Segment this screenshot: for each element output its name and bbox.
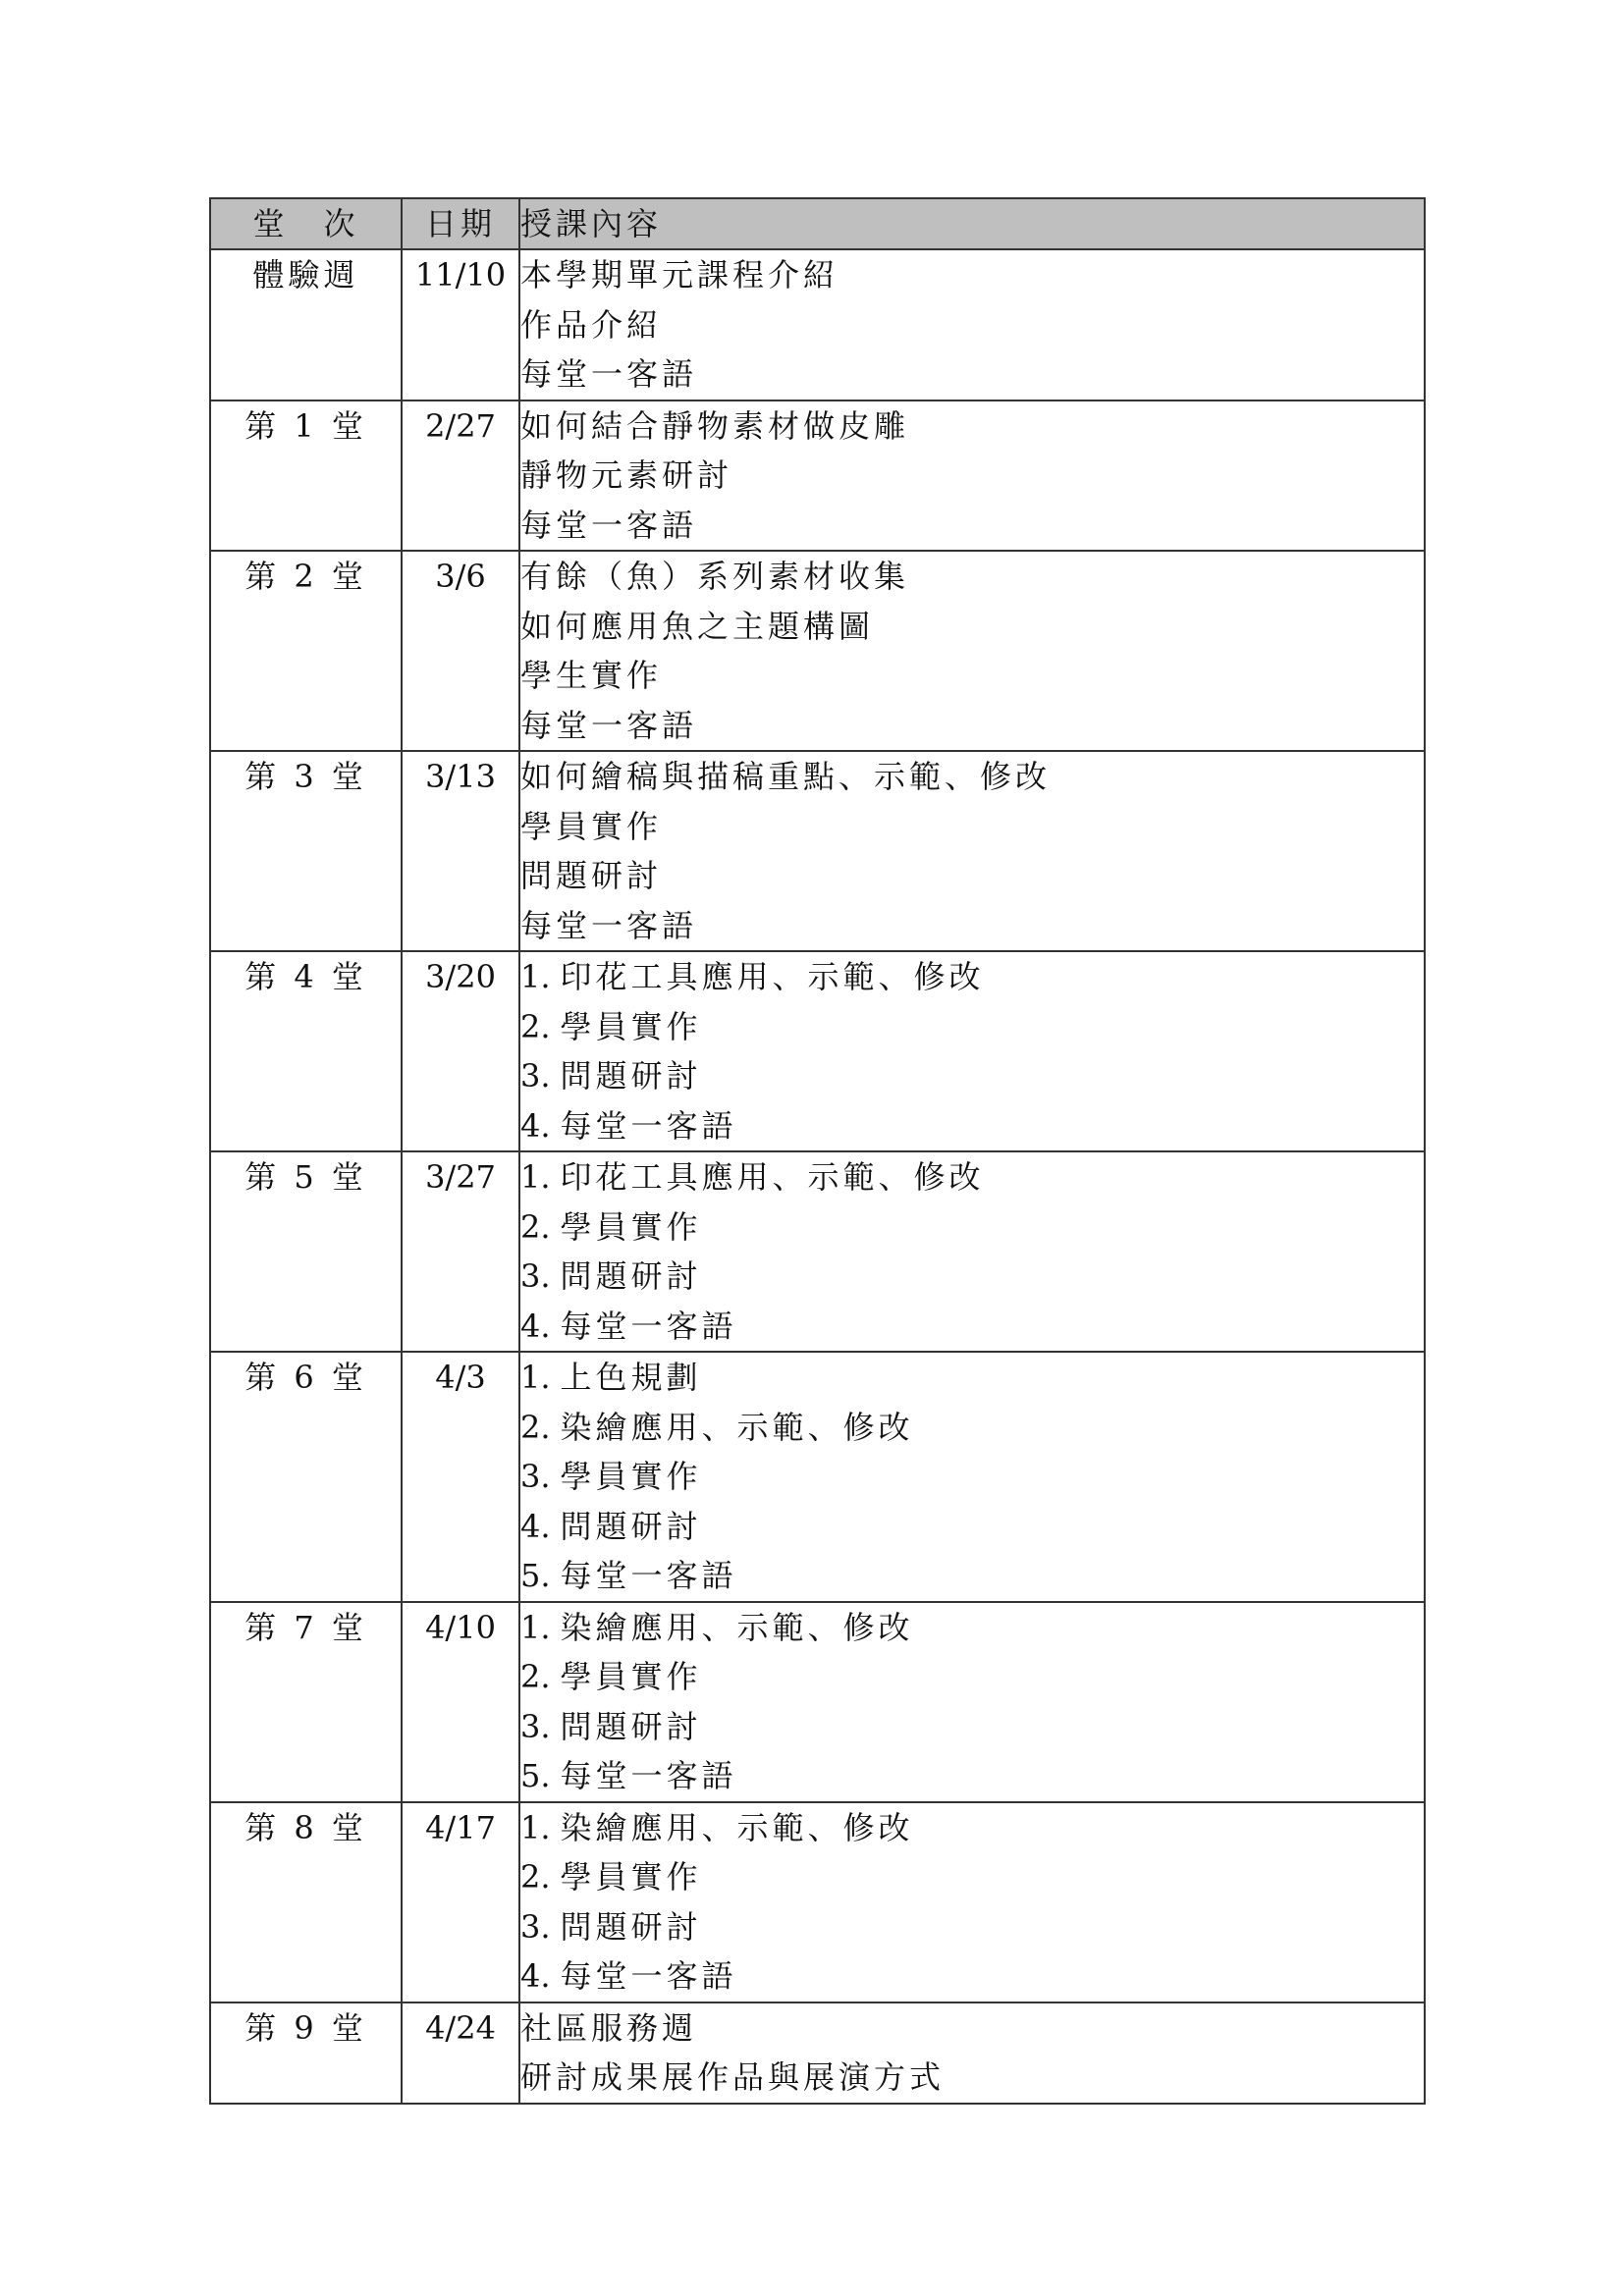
content-item [520, 1302, 1424, 1352]
session-cell: 第 2 堂 [210, 551, 402, 751]
item-text: 印花工具應用、示範、修改 [560, 1158, 985, 1196]
date-cell: 3/27 [402, 1151, 519, 1352]
date-cell: 4/10 [402, 1602, 519, 1802]
item-text: 如何結合靜物素材做皮雕 [520, 406, 910, 445]
item-text: 問題研討 [520, 857, 663, 894]
content-item [520, 401, 1424, 452]
content-item [520, 952, 1424, 1002]
item-number: 1. [520, 1808, 551, 1846]
item-number: 5. [520, 1557, 551, 1594]
date-cell: 3/20 [402, 951, 519, 1151]
date-cell: 3/6 [402, 551, 519, 751]
item-text: 問題研討 [560, 1057, 702, 1095]
item-text: 每堂一客語 [520, 506, 698, 544]
table-header-row [210, 198, 1425, 249]
content-cell [519, 1802, 1425, 2002]
item-number: 2. [520, 1408, 551, 1446]
session-cell: 第 8 堂 [210, 1802, 402, 2002]
item-text: 每堂一客語 [560, 1957, 737, 1995]
content-item [520, 602, 1424, 652]
item-text: 學員實作 [560, 1858, 702, 1896]
content-item [520, 349, 1424, 400]
item-text: 上色規劃 [560, 1359, 702, 1396]
item-text: 有餘（魚）系列素材收集 [520, 558, 910, 595]
content-item [520, 851, 1424, 901]
session-cell: 第 6 堂 [210, 1352, 402, 1602]
content-cell [519, 400, 1425, 552]
session-cell: 第 1 堂 [210, 400, 402, 552]
header-content: 授課內容 [519, 198, 1425, 249]
content-item [520, 1751, 1424, 1801]
content-cell [519, 1602, 1425, 1802]
content-item [520, 552, 1424, 602]
table-row [210, 1802, 1425, 2002]
item-number: 2. [520, 1207, 551, 1246]
content-item [520, 1652, 1424, 1702]
item-number: 3. [520, 1257, 551, 1295]
date-cell: 4/24 [402, 2002, 519, 2104]
date-cell: 2/27 [402, 400, 519, 552]
table-row [210, 951, 1425, 1151]
date-cell: 4/17 [402, 1802, 519, 2002]
item-text: 學員實作 [560, 1658, 702, 1695]
item-number: 2. [520, 1007, 551, 1045]
content-item [520, 752, 1424, 802]
session-cell: 第 5 堂 [210, 1151, 402, 1352]
item-text: 社區服務週 [520, 2008, 698, 2047]
content-item [520, 1551, 1424, 1601]
item-text: 學員實作 [560, 1458, 702, 1495]
content-item [520, 1702, 1424, 1752]
content-cell [519, 751, 1425, 951]
content-cell [519, 2002, 1425, 2104]
item-text: 染繪應用、示範、修改 [560, 1808, 914, 1846]
content-item [520, 901, 1424, 951]
content-item [520, 1603, 1424, 1653]
item-number: 2. [520, 1858, 551, 1896]
content-item [520, 1252, 1424, 1302]
item-text: 如何應用魚之主題構圖 [520, 607, 875, 645]
content-item [520, 300, 1424, 350]
item-text: 問題研討 [560, 1907, 702, 1946]
header-session: 堂 次 [210, 198, 402, 249]
table-row [210, 1352, 1425, 1602]
content-item [520, 1101, 1424, 1151]
session-cell: 第 9 堂 [210, 2002, 402, 2104]
item-number: 1. [520, 1359, 551, 1396]
item-number: 4. [520, 1106, 551, 1145]
item-text: 每堂一客語 [560, 1557, 737, 1594]
content-item [520, 1902, 1424, 1952]
content-item [520, 2053, 1424, 2103]
content-item [520, 1353, 1424, 1403]
item-number: 4. [520, 1507, 551, 1545]
item-text: 每堂一客語 [560, 1106, 737, 1145]
content-cell [519, 951, 1425, 1151]
table-row [210, 1602, 1425, 1802]
item-text: 如何繪稿與描稿重點、示範、修改 [520, 758, 1052, 795]
content-item [520, 1051, 1424, 1101]
content-item [520, 1403, 1424, 1453]
item-text: 問題研討 [560, 1507, 702, 1545]
content-item [520, 451, 1424, 501]
table-row [210, 2002, 1425, 2104]
item-text: 問題研討 [560, 1707, 702, 1745]
item-number: 1. [520, 1158, 551, 1196]
item-text: 問題研討 [560, 1257, 702, 1295]
content-item [520, 701, 1424, 751]
session-cell: 第 3 堂 [210, 751, 402, 951]
table-row [210, 400, 1425, 552]
content-cell [519, 249, 1425, 400]
content-item [520, 2003, 1424, 2054]
session-cell: 體驗週 [210, 249, 402, 400]
table-row [210, 551, 1425, 751]
table-body [210, 249, 1425, 2104]
item-number: 5. [520, 1757, 551, 1794]
item-text: 印花工具應用、示範、修改 [560, 958, 985, 995]
item-number: 1. [520, 958, 551, 995]
item-text: 作品介紹 [520, 305, 663, 344]
content-item [520, 1002, 1424, 1052]
item-text: 本學期單元課程介紹 [520, 256, 839, 294]
item-text: 每堂一客語 [520, 706, 698, 744]
item-number: 2. [520, 1658, 551, 1695]
table-row [210, 249, 1425, 400]
content-cell [519, 1151, 1425, 1352]
item-text: 染繪應用、示範、修改 [560, 1608, 914, 1646]
content-item [520, 1803, 1424, 1853]
item-number: 3. [520, 1907, 551, 1946]
content-item [520, 802, 1424, 852]
item-text: 每堂一客語 [520, 906, 698, 944]
item-number: 3. [520, 1057, 551, 1095]
item-text: 研討成果展作品與展演方式 [520, 2058, 946, 2096]
item-number: 1. [520, 1608, 551, 1646]
item-number: 3. [520, 1458, 551, 1495]
content-item [520, 1852, 1424, 1902]
item-text: 學員實作 [560, 1007, 702, 1045]
item-text: 學生實作 [520, 657, 663, 694]
content-item [520, 250, 1424, 300]
session-cell: 第 4 堂 [210, 951, 402, 1151]
content-item [520, 1951, 1424, 2002]
item-number: 3. [520, 1707, 551, 1745]
content-item [520, 1202, 1424, 1253]
table-row [210, 751, 1425, 951]
content-cell [519, 1352, 1425, 1602]
course-schedule-table [209, 197, 1426, 2105]
content-item [520, 1502, 1424, 1552]
item-text: 學員實作 [520, 807, 663, 845]
item-text: 每堂一客語 [520, 355, 698, 393]
content-item [520, 501, 1424, 551]
item-text: 學員實作 [560, 1207, 702, 1246]
item-text: 靜物元素研討 [520, 456, 733, 494]
content-item [520, 1452, 1424, 1502]
date-cell: 11/10 [402, 249, 519, 400]
date-cell: 3/13 [402, 751, 519, 951]
session-cell: 第 7 堂 [210, 1602, 402, 1802]
item-number: 4. [520, 1307, 551, 1345]
date-cell: 4/3 [402, 1352, 519, 1602]
item-text: 每堂一客語 [560, 1757, 737, 1794]
content-item [520, 651, 1424, 701]
table-row [210, 1151, 1425, 1352]
content-cell [519, 551, 1425, 751]
item-text: 每堂一客語 [560, 1307, 737, 1345]
content-item [520, 1152, 1424, 1202]
item-number: 4. [520, 1957, 551, 1995]
item-text: 染繪應用、示範、修改 [560, 1408, 914, 1446]
header-date: 日期 [402, 198, 519, 249]
